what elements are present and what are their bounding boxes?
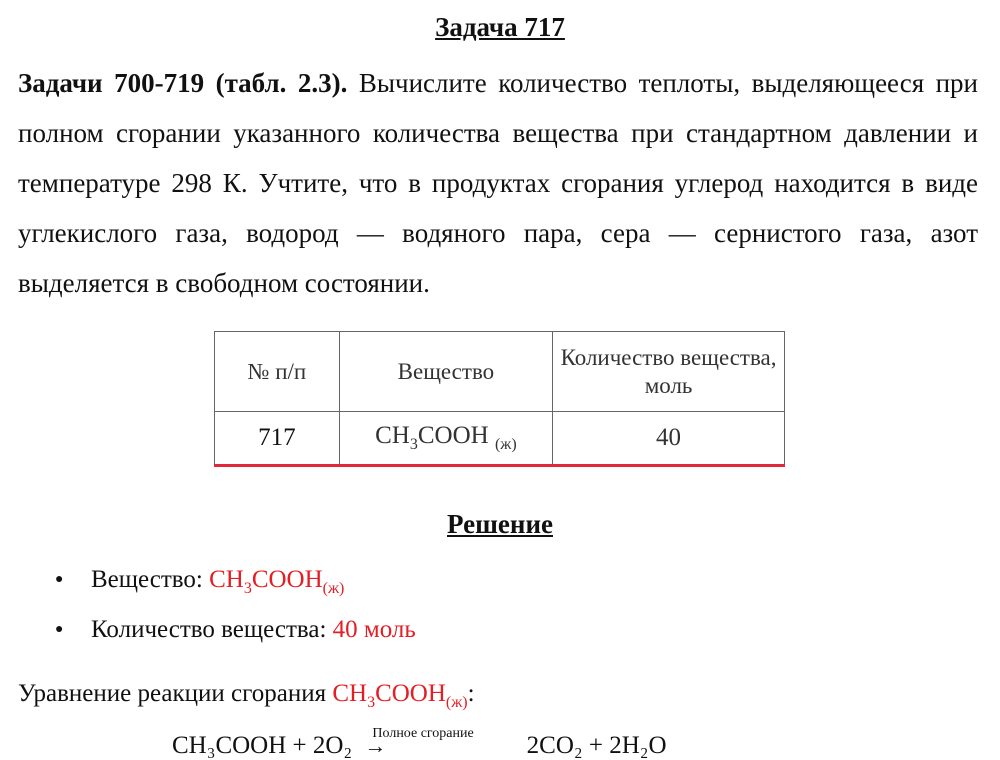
bullet-value-sub: 3 (243, 580, 252, 597)
equation-right: 2CO₂ + 2H₂O (526, 732, 667, 759)
equation-title-value (332, 680, 468, 711)
cell-substance (339, 412, 552, 466)
cell-substance-sub: 3 (409, 436, 418, 453)
bullet-value: 40 моль (332, 616, 416, 643)
equation-title-rest: COOH (375, 680, 446, 707)
header-substance: Вещество (339, 332, 552, 412)
header-amount: Количество вещества, моль (553, 332, 785, 412)
solution-bullets (55, 558, 416, 658)
reaction-arrow (364, 726, 514, 760)
problem-text (18, 58, 978, 308)
list-item (55, 558, 416, 608)
problem-body: Вычислите количество теплоты, выделяющееся при полном сгорании указанного количества вещества при стандартном давлении и температуре 298 К. Учтите, что в продуктах сгорания углерод находится в виде углекислого газа, водород — водяного пара, сера — сернистого газа, азот выделяется в свободном состоянии. (18, 68, 978, 298)
reaction-equation (172, 726, 667, 760)
cell-substance-main: CH (375, 422, 410, 449)
cell-substance-state: (ж) (494, 436, 517, 453)
list-item (55, 608, 416, 658)
cell-number: 717 (215, 412, 340, 466)
header-number: № п/п (215, 332, 340, 412)
equation-title (18, 677, 475, 720)
equation-title-suffix: : (467, 680, 475, 707)
data-table (214, 331, 785, 467)
equation-title-main: CH (332, 680, 368, 707)
cell-substance-rest: COOH (417, 422, 489, 449)
bullet-value (209, 566, 345, 597)
arrow-right-icon: → (364, 733, 387, 758)
table-header-row (215, 332, 785, 412)
table-row (215, 412, 785, 466)
cell-amount: 40 (553, 412, 785, 466)
bullet-value-main: CH (209, 566, 244, 593)
problem-bold-prefix: Задачи 700-719 (табл. 2.3). (18, 68, 348, 98)
equation-title-sub: 3 (367, 694, 376, 711)
page-title: Задача 717 (435, 12, 565, 42)
equation-left: CH₃COOH + 2O₂ (172, 732, 353, 759)
equation-title-state: (ж) (445, 694, 468, 711)
bullet-value-rest: COOH (251, 566, 323, 593)
bullet-label: Количество вещества: (91, 616, 333, 643)
solution-heading: Решение (447, 509, 553, 539)
bullet-label: Вещество: (91, 566, 210, 593)
equation-title-label: Уравнение реакции сгорания (18, 680, 333, 707)
arrow-label: Полное сгорание (372, 726, 474, 741)
bullet-value-state: (ж) (322, 580, 345, 597)
